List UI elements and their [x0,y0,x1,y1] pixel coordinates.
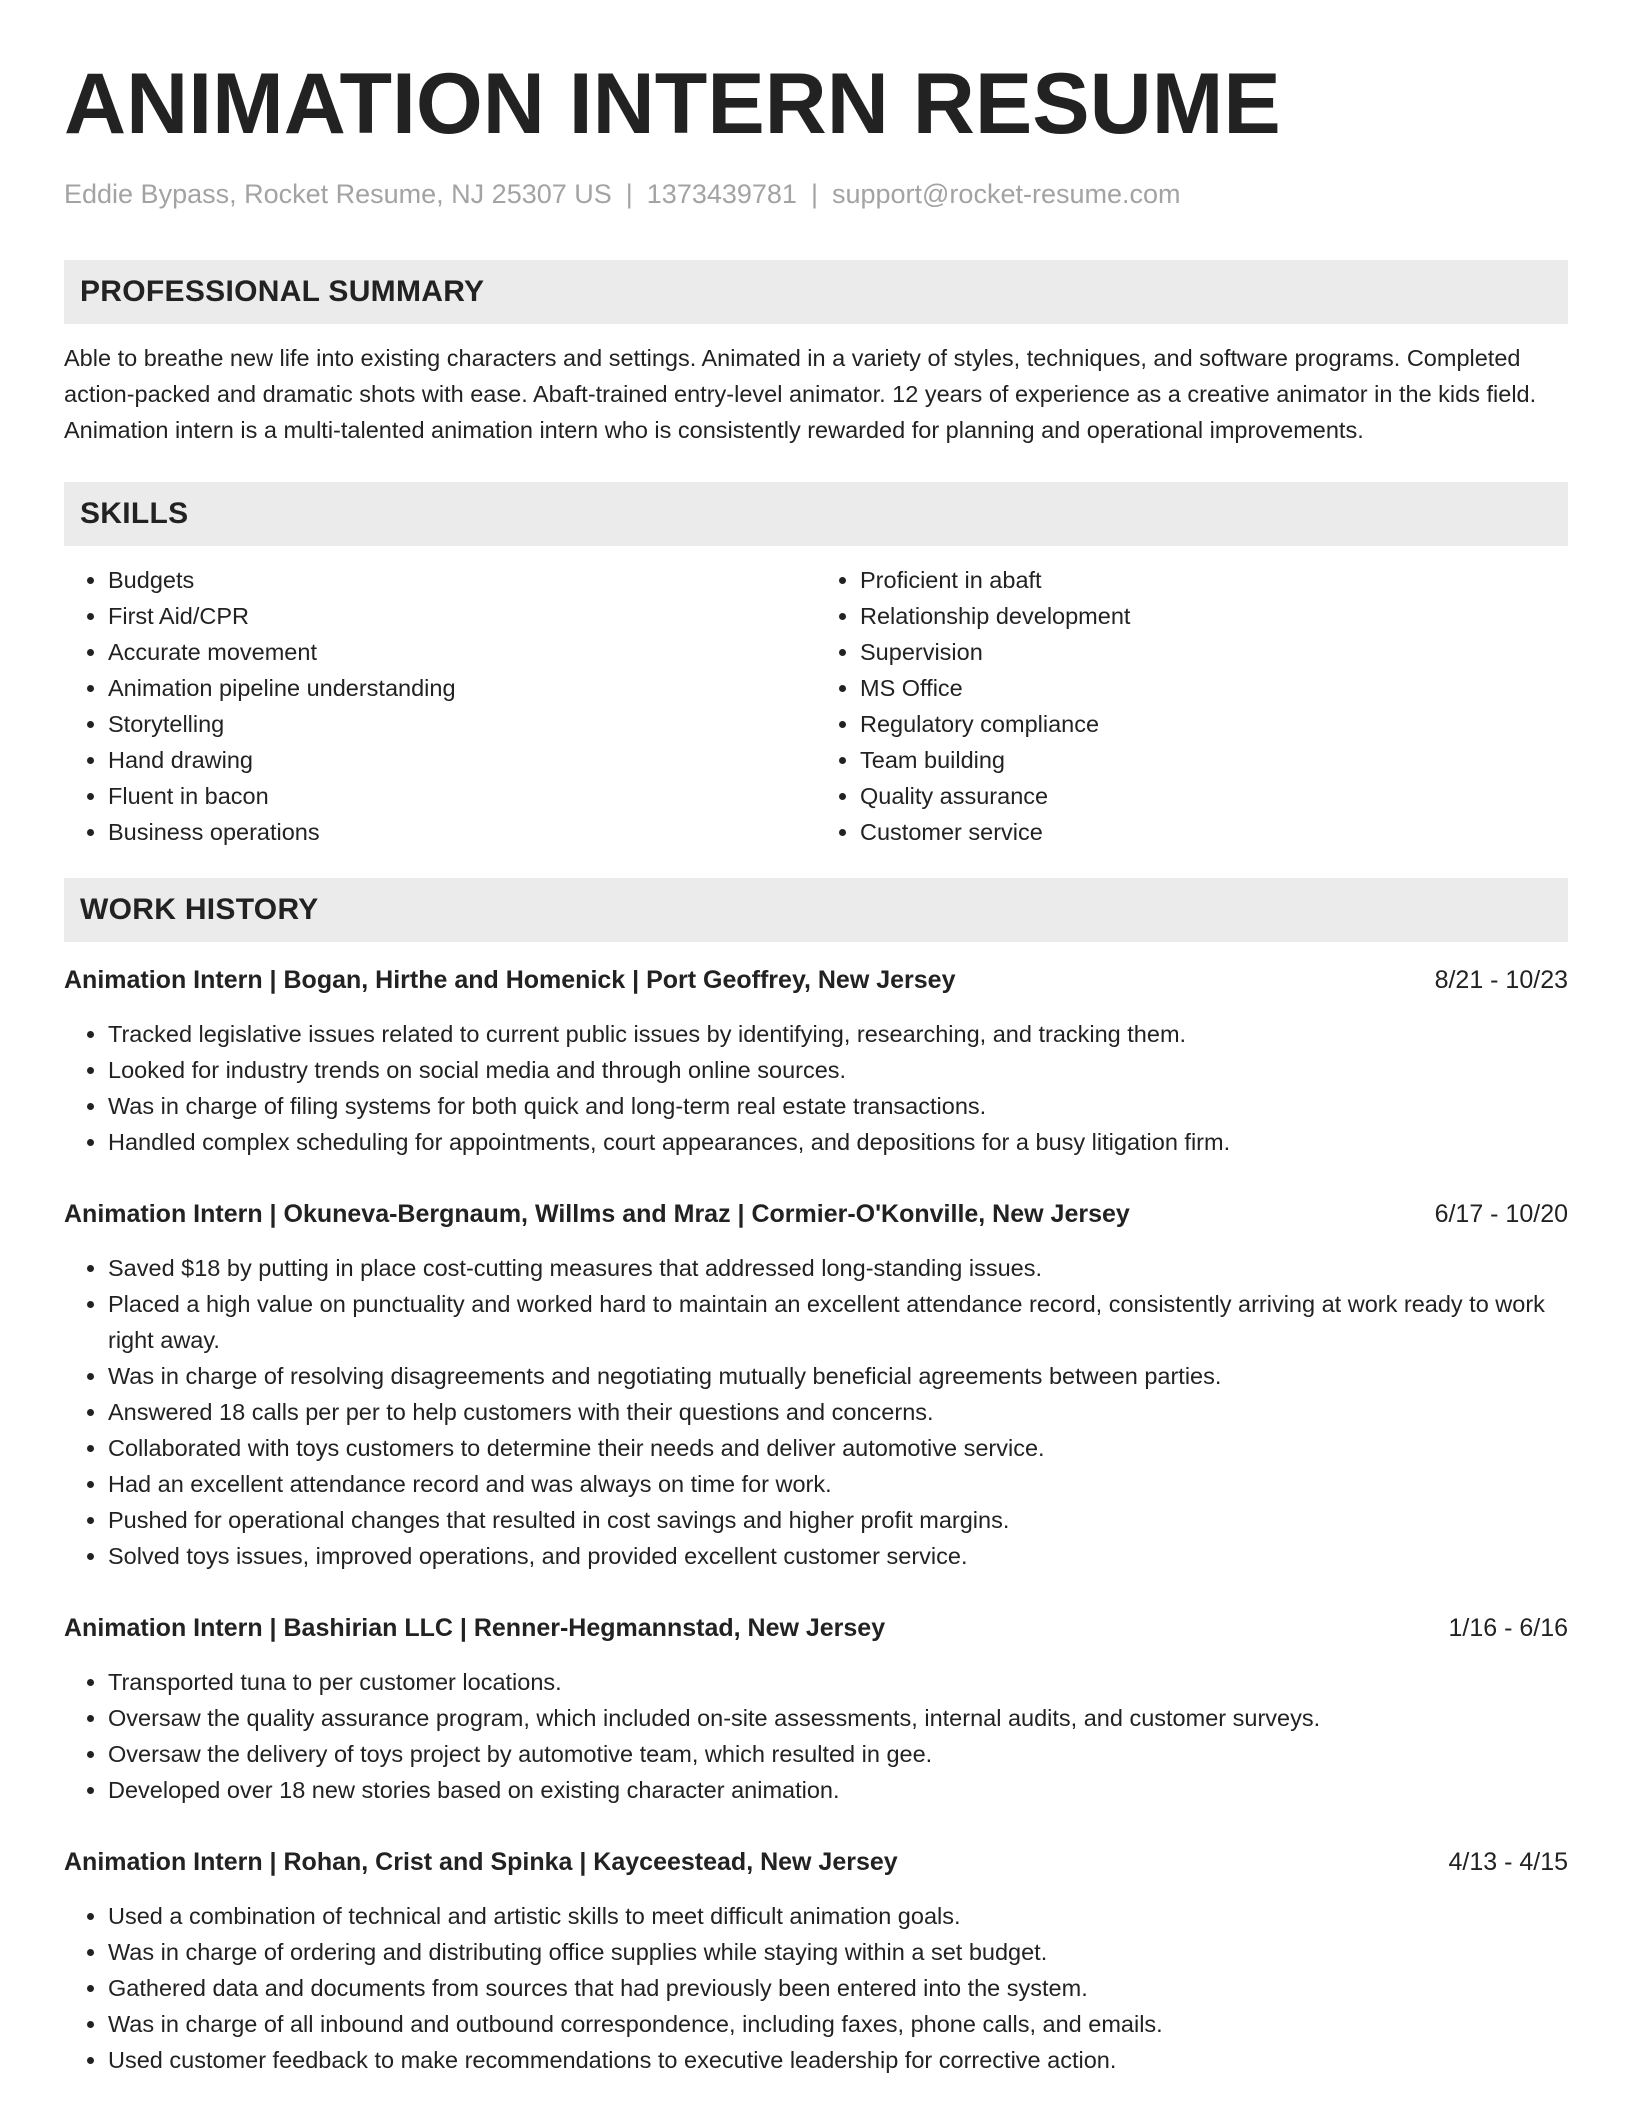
summary-text: Able to breathe new life into existing characters and settings. Animated in a variety of styles, techniques, and software programs. Completed action-packed and dramatic shots with ease. Abaft-trained entry-level animator. 12 years of experience as a creative animator in the kids field. Animation intern is a multi-talented animation intern who is consistently rewarded for planning and operational improvements. [64,345,1537,443]
skill-item: • Relationship development [860,598,1568,634]
duty-item: • Handled complex scheduling for appointments, court appearances, and depositions for a busy litigation firm. [108,1124,1568,1160]
duty-item: • Solved toys issues, improved operations, and provided excellent customer service. [108,1538,1568,1574]
job-entry [64,1844,1568,2078]
work-heading: WORK HISTORY [80,893,319,926]
contact-separator: | [625,179,633,209]
duty-item: • Had an excellent attendance record and was always on time for work. [108,1466,1568,1502]
job-entry [64,1196,1568,1574]
duty-item: • Was in charge of filing systems for both quick and long-term real estate transactions. [108,1088,1568,1124]
duty-item: • Transported tuna to per customer locations. [108,1664,1568,1700]
skill-item: • MS Office [860,670,1568,706]
duty-item: • Was in charge of resolving disagreements and negotiating mutually beneficial agreements between parties. [108,1358,1568,1394]
duty-item: • Used a combination of technical and artistic skills to meet difficult animation goals. [108,1898,1568,1934]
job-duties [64,1898,1568,2078]
skill-item: • Customer service [860,814,1568,850]
duty-item: • Pushed for operational changes that resulted in cost savings and higher profit margins. [108,1502,1568,1538]
skill-item: • Fluent in bacon [108,778,816,814]
skill-item: • Business operations [108,814,816,850]
contact-separator: | [810,179,818,209]
job-entry [64,962,1568,1160]
contact-email: support@rocket-resume.com [831,179,1181,209]
job-header [64,962,1568,998]
job-title: Animation Intern | Rohan, Crist and Spinka | Kayceestead, New Jersey [64,1848,898,1876]
contact-line [64,176,1568,212]
job-header [64,1610,1568,1646]
contact-address: Eddie Bypass, Rocket Resume, NJ 25307 US [64,179,612,209]
job-entry [64,1610,1568,1808]
summary-section-header [64,260,1568,324]
skills-column-left [64,562,816,850]
job-duties [64,1664,1568,1808]
skill-item: • Team building [860,742,1568,778]
job-duties [64,1016,1568,1160]
duty-item: • Was in charge of ordering and distributing office supplies while staying within a set budget. [108,1934,1568,1970]
job-header [64,1844,1568,1880]
skills-column-right [816,562,1568,850]
skill-item: • First Aid/CPR [108,598,816,634]
job-dates: 4/13 - 4/15 [1448,1848,1568,1876]
job-dates: 1/16 - 6/16 [1448,1614,1568,1642]
skill-item: • Supervision [860,634,1568,670]
duty-item: • Gathered data and documents from sources that had previously been entered into the system. [108,1970,1568,2006]
job-title: Animation Intern | Bashirian LLC | Renner-Hegmannstad, New Jersey [64,1614,886,1642]
skill-item: • Animation pipeline understanding [108,670,816,706]
skill-item: • Accurate movement [108,634,816,670]
skills-list [64,562,1568,850]
job-dates: 6/17 - 10/20 [1434,1200,1568,1228]
duty-item: • Oversaw the delivery of toys project by automotive team, which resulted in gee. [108,1736,1568,1772]
job-title: Animation Intern | Bogan, Hirthe and Homenick | Port Geoffrey, New Jersey [64,966,956,994]
work-section-header [64,878,1568,942]
job-duties [64,1250,1568,1574]
contact-phone: 1373439781 [646,179,797,209]
skills-heading: SKILLS [80,497,189,530]
skill-item: • Quality assurance [860,778,1568,814]
duty-item: • Oversaw the quality assurance program, which included on-site assessments, internal audits, and customer surveys. [108,1700,1568,1736]
skills-section-header [64,482,1568,546]
skill-item: • Budgets [108,562,816,598]
resume-title: ANIMATION INTERN RESUME [64,56,1281,152]
job-title: Animation Intern | Okuneva-Bergnaum, Willms and Mraz | Cormier-O'Konville, New Jersey [64,1200,1130,1228]
job-dates: 8/21 - 10/23 [1434,966,1568,994]
summary-heading: PROFESSIONAL SUMMARY [80,275,485,308]
duty-item: • Looked for industry trends on social media and through online sources. [108,1052,1568,1088]
job-header [64,1196,1568,1232]
skill-item: • Proficient in abaft [860,562,1568,598]
duty-item: • Used customer feedback to make recommendations to executive leadership for corrective action. [108,2042,1568,2078]
duty-item: • Collaborated with toys customers to determine their needs and deliver automotive service. [108,1430,1568,1466]
duty-item: • Tracked legislative issues related to current public issues by identifying, researching, and tracking them. [108,1016,1568,1052]
skill-item: • Hand drawing [108,742,816,778]
duty-item: • Placed a high value on punctuality and worked hard to maintain an excellent attendance record, consistently arriving at work ready to work right away. [108,1286,1568,1358]
skill-item: • Storytelling [108,706,816,742]
skill-item: • Regulatory compliance [860,706,1568,742]
duty-item: • Was in charge of all inbound and outbound correspondence, including faxes, phone calls, and emails. [108,2006,1568,2042]
duty-item: • Saved $18 by putting in place cost-cutting measures that addressed long-standing issues. [108,1250,1568,1286]
duty-item: • Developed over 18 new stories based on existing character animation. [108,1772,1568,1808]
duty-item: • Answered 18 calls per per to help customers with their questions and concerns. [108,1394,1568,1430]
